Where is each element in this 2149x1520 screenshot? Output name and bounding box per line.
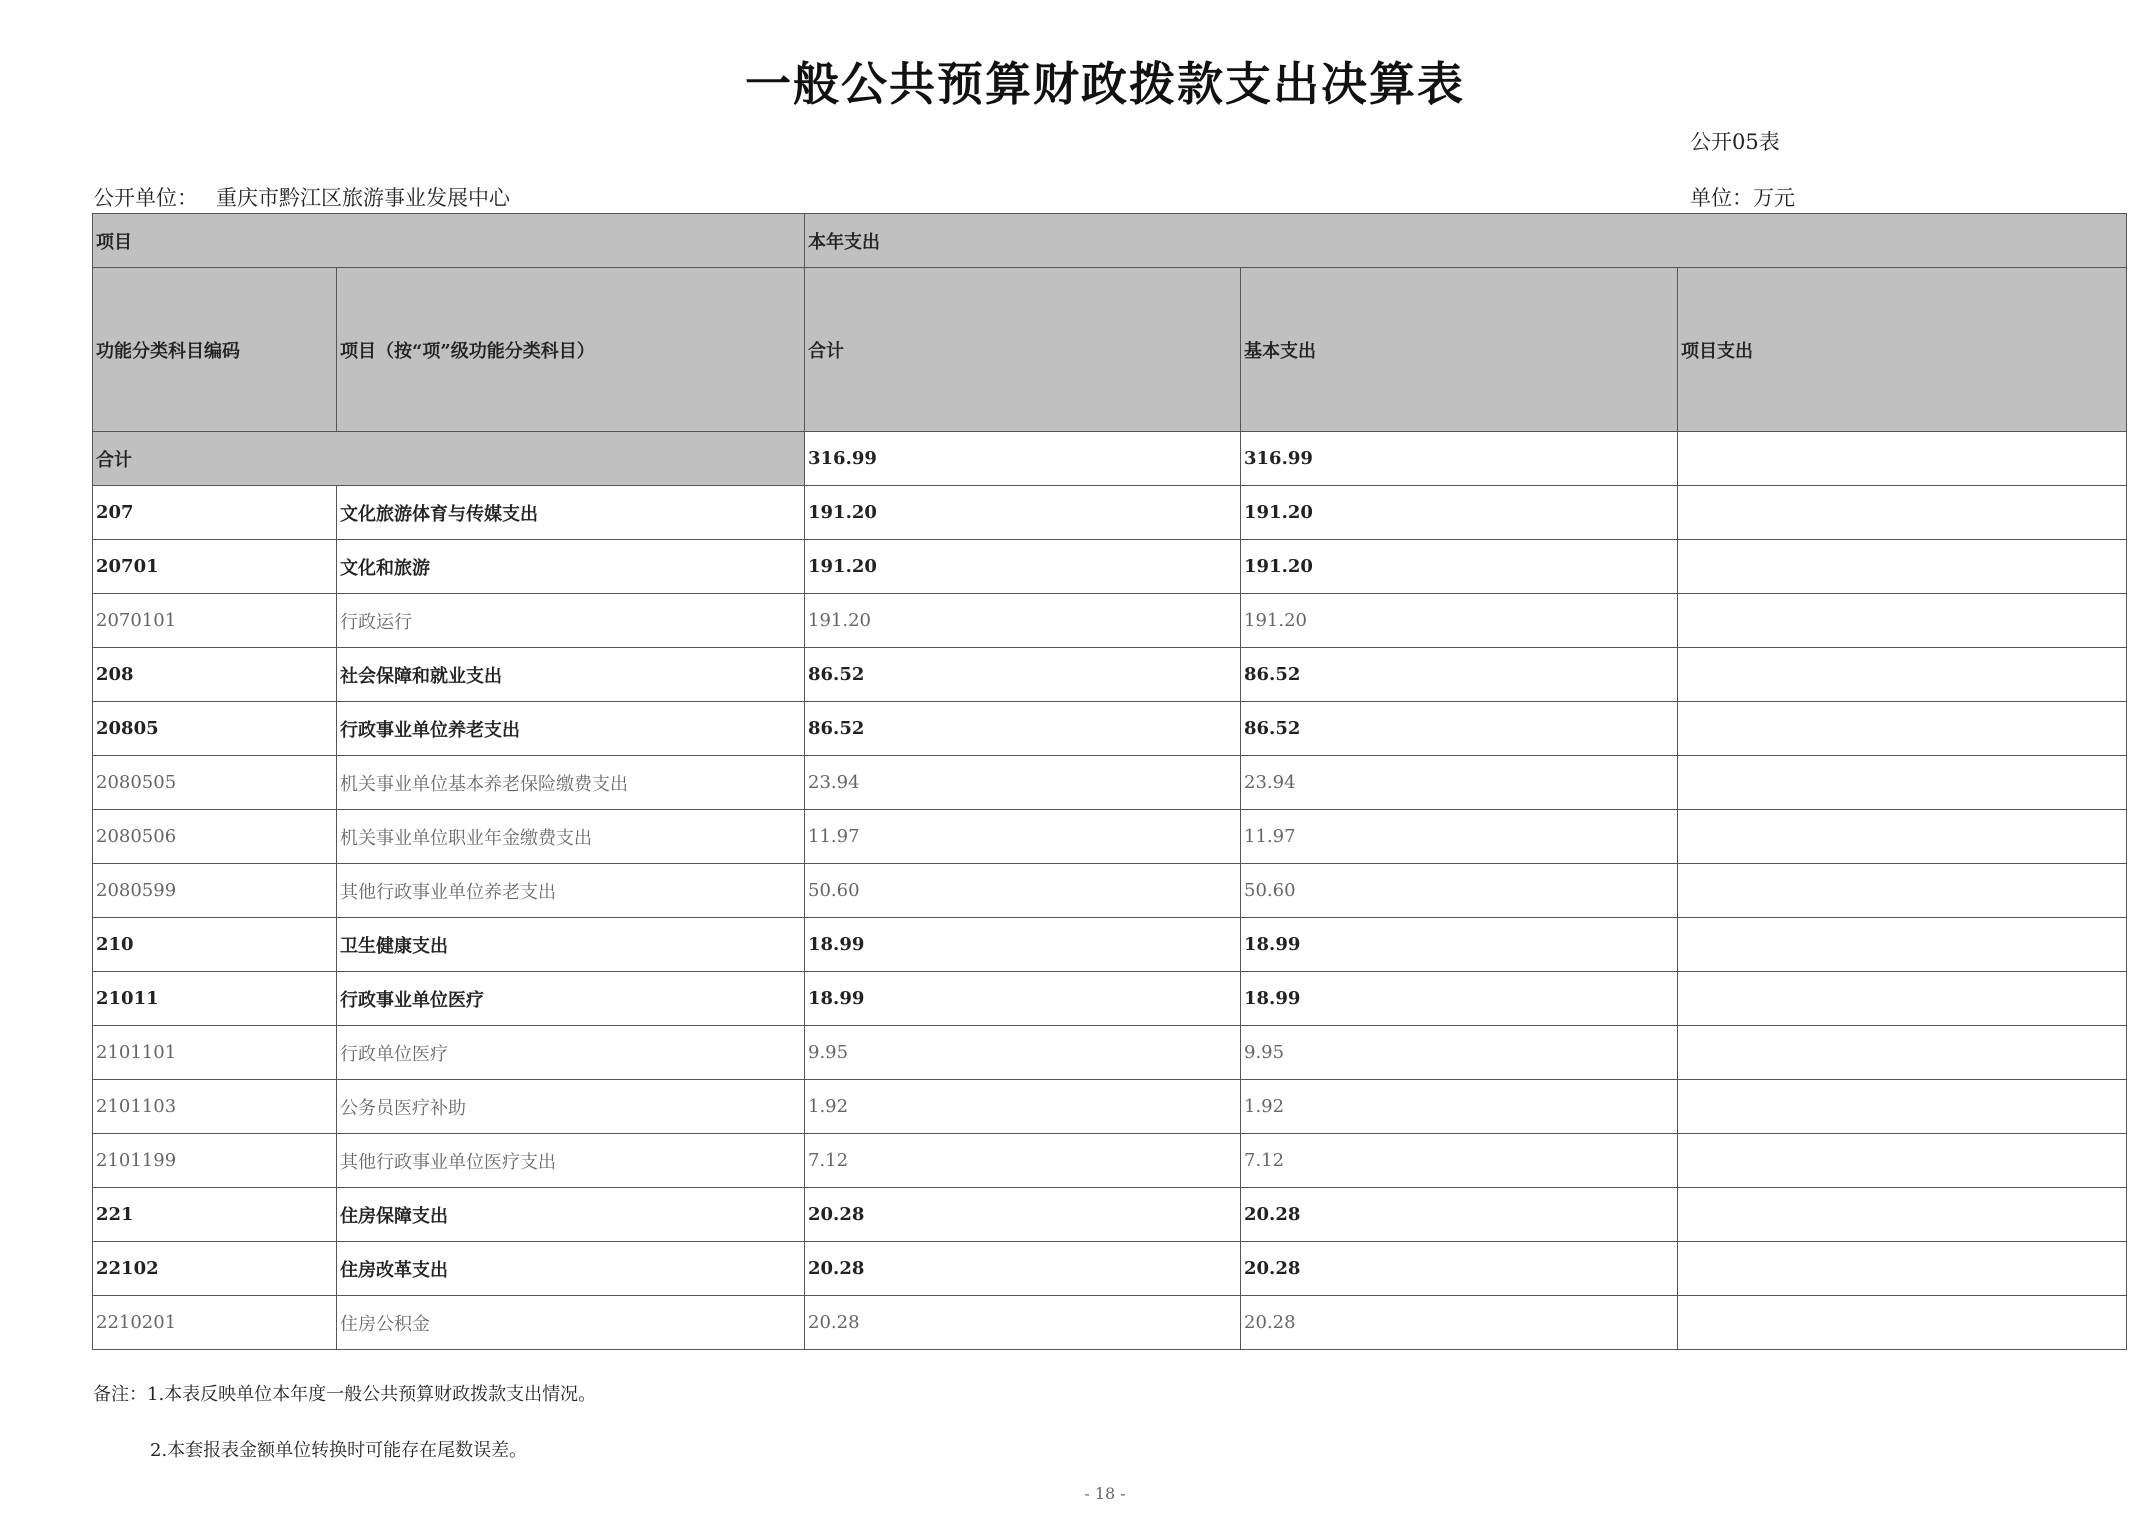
row-code: 2101199 [93, 1134, 337, 1188]
row-basic: 86.52 [1241, 702, 1678, 756]
row-total: 20.28 [805, 1188, 1241, 1242]
row-code: 20701 [93, 540, 337, 594]
row-total: 191.20 [805, 486, 1241, 540]
row-code: 22102 [93, 1242, 337, 1296]
row-total: 191.20 [805, 540, 1241, 594]
row-name: 社会保障和就业支出 [337, 648, 805, 702]
header-current-year: 本年支出 [805, 214, 2127, 268]
row-basic: 11.97 [1241, 810, 1678, 864]
row-basic: 9.95 [1241, 1026, 1678, 1080]
unit-label: 公开单位： [93, 186, 198, 210]
row-project [1678, 1134, 2127, 1188]
row-name: 行政事业单位养老支出 [337, 702, 805, 756]
money-unit: 单位：万元 [1690, 186, 1795, 210]
row-project [1678, 1026, 2127, 1080]
row-name: 行政事业单位医疗 [337, 972, 805, 1026]
row-basic: 18.99 [1241, 972, 1678, 1026]
row-name: 行政单位医疗 [337, 1026, 805, 1080]
table-row [93, 1080, 2127, 1134]
table-row [93, 540, 2127, 594]
total-amount: 316.99 [805, 432, 1241, 486]
header-project: 项目 [93, 214, 805, 268]
total-basic: 316.99 [1241, 432, 1678, 486]
table-row [93, 1026, 2127, 1080]
row-code: 208 [93, 648, 337, 702]
table-row [93, 864, 2127, 918]
row-basic: 23.94 [1241, 756, 1678, 810]
table-row [93, 918, 2127, 972]
row-code: 207 [93, 486, 337, 540]
row-code: 2080505 [93, 756, 337, 810]
row-project [1678, 702, 2127, 756]
row-code: 2210201 [93, 1296, 337, 1350]
row-code: 2080506 [93, 810, 337, 864]
row-total: 7.12 [805, 1134, 1241, 1188]
row-basic: 191.20 [1241, 486, 1678, 540]
form-number: 公开05表 [1690, 130, 1780, 154]
row-project [1678, 810, 2127, 864]
row-name: 住房保障支出 [337, 1188, 805, 1242]
row-total: 86.52 [805, 702, 1241, 756]
row-project [1678, 864, 2127, 918]
table-row [93, 1242, 2127, 1296]
table-row [93, 648, 2127, 702]
page-number: - 18 - [1084, 1484, 1126, 1503]
row-name: 住房改革支出 [337, 1242, 805, 1296]
row-total: 50.60 [805, 864, 1241, 918]
row-code: 2101103 [93, 1080, 337, 1134]
note-2: 2.本套报表金额单位转换时可能存在尾数误差。 [150, 1440, 528, 1461]
row-code: 2080599 [93, 864, 337, 918]
row-project [1678, 648, 2127, 702]
header-item: 项目（按“项”级功能分类科目） [337, 268, 805, 432]
row-basic: 20.28 [1241, 1188, 1678, 1242]
table-row [93, 972, 2127, 1026]
row-total: 191.20 [805, 594, 1241, 648]
row-name: 机关事业单位基本养老保险缴费支出 [337, 756, 805, 810]
row-total: 86.52 [805, 648, 1241, 702]
row-name: 文化和旅游 [337, 540, 805, 594]
row-total: 1.92 [805, 1080, 1241, 1134]
row-total: 23.94 [805, 756, 1241, 810]
row-code: 221 [93, 1188, 337, 1242]
header-project-expense: 项目支出 [1678, 268, 2127, 432]
table-row [93, 1188, 2127, 1242]
header-row-top [93, 214, 2127, 268]
row-name: 行政运行 [337, 594, 805, 648]
table-row [93, 702, 2127, 756]
header-total: 合计 [805, 268, 1241, 432]
row-basic: 18.99 [1241, 918, 1678, 972]
total-label: 合计 [93, 432, 805, 486]
table-row [93, 1296, 2127, 1350]
row-total: 11.97 [805, 810, 1241, 864]
row-name: 其他行政事业单位医疗支出 [337, 1134, 805, 1188]
row-project [1678, 486, 2127, 540]
row-code: 2070101 [93, 594, 337, 648]
row-project [1678, 918, 2127, 972]
row-code: 2101101 [93, 1026, 337, 1080]
table-row [93, 594, 2127, 648]
header-basic: 基本支出 [1241, 268, 1678, 432]
total-project [1678, 432, 2127, 486]
expenditure-table [92, 213, 2127, 1350]
row-basic: 86.52 [1241, 648, 1678, 702]
row-basic: 20.28 [1241, 1242, 1678, 1296]
row-project [1678, 1242, 2127, 1296]
row-code: 210 [93, 918, 337, 972]
table-row [93, 810, 2127, 864]
row-total: 18.99 [805, 918, 1241, 972]
row-project [1678, 540, 2127, 594]
table-row [93, 756, 2127, 810]
row-basic: 1.92 [1241, 1080, 1678, 1134]
row-project [1678, 972, 2127, 1026]
row-name: 文化旅游体育与传媒支出 [337, 486, 805, 540]
row-total: 20.28 [805, 1296, 1241, 1350]
table-row [93, 1134, 2127, 1188]
row-name: 公务员医疗补助 [337, 1080, 805, 1134]
table-row [93, 486, 2127, 540]
total-row [93, 432, 2127, 486]
row-project [1678, 594, 2127, 648]
row-total: 9.95 [805, 1026, 1241, 1080]
row-name: 卫生健康支出 [337, 918, 805, 972]
row-name: 机关事业单位职业年金缴费支出 [337, 810, 805, 864]
note-1: 备注：1.本表反映单位本年度一般公共预算财政拨款支出情况。 [93, 1384, 597, 1405]
row-basic: 20.28 [1241, 1296, 1678, 1350]
header-row-bottom [93, 268, 2127, 432]
row-basic: 50.60 [1241, 864, 1678, 918]
row-code: 21011 [93, 972, 337, 1026]
row-code: 20805 [93, 702, 337, 756]
row-total: 20.28 [805, 1242, 1241, 1296]
row-name: 住房公积金 [337, 1296, 805, 1350]
row-name: 其他行政事业单位养老支出 [337, 864, 805, 918]
row-total: 18.99 [805, 972, 1241, 1026]
unit-name: 重庆市黔江区旅游事业发展中心 [216, 186, 510, 210]
row-basic: 191.20 [1241, 540, 1678, 594]
row-project [1678, 756, 2127, 810]
row-basic: 7.12 [1241, 1134, 1678, 1188]
row-project [1678, 1296, 2127, 1350]
header-code: 功能分类科目编码 [93, 268, 337, 432]
page-title: 一般公共预算财政拨款支出决算表 [745, 57, 1465, 111]
row-project [1678, 1188, 2127, 1242]
row-basic: 191.20 [1241, 594, 1678, 648]
row-project [1678, 1080, 2127, 1134]
